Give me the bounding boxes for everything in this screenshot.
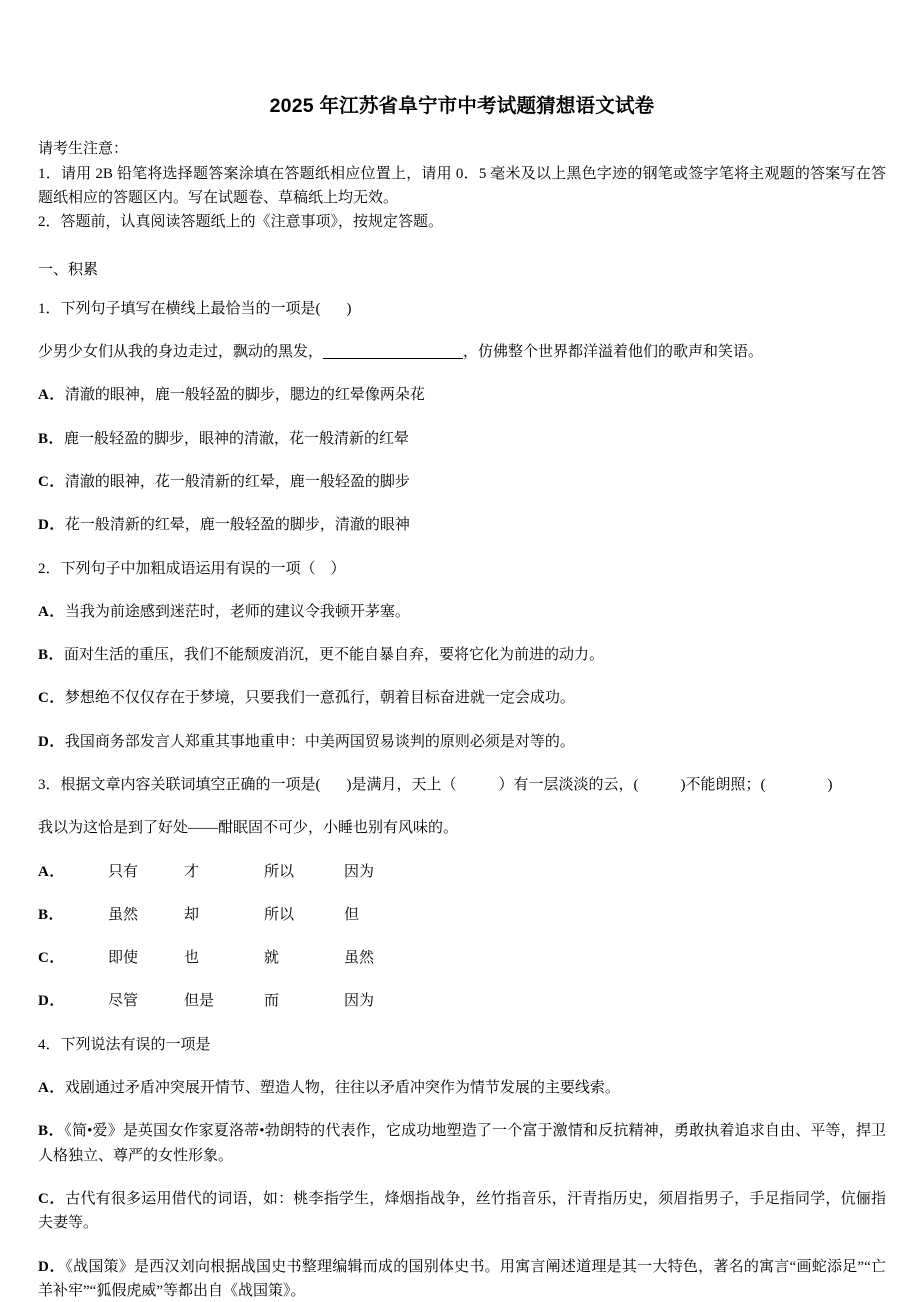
option-label: D． [38, 1258, 66, 1275]
option-cell-2: 才 [184, 863, 200, 880]
option-label: D． [38, 733, 65, 750]
question-1-option-b [38, 427, 886, 451]
question-1-stem-text: 下列句子填写在横线上最恰当的一项是( [60, 300, 321, 317]
spacer [38, 970, 886, 989]
question-1-option-a [38, 383, 886, 407]
fill-in-blank-underline [323, 345, 463, 359]
option-label: B． [38, 647, 65, 664]
option-label: C． [38, 950, 65, 967]
question-3-option-table [38, 860, 886, 1014]
spacer [38, 1014, 886, 1033]
spacer [38, 1168, 886, 1187]
question-2-number: 2． [38, 560, 61, 577]
question-3-stem-part-4: )不能朗照；( [680, 777, 766, 793]
option-text: 《战国策》是西汉刘向根据战国史书整理编辑而成的国别体史书。用寓言阐述道理是其一大特色，著名的寓言“画蛇添足”“亡羊补牢”“狐假虎威”等都出自《战国策》。 [38, 1258, 886, 1299]
question-1-passage-after: ，仿佛整个世界都洋溢着他们的歌声和笑语。 [463, 344, 764, 361]
spacer [38, 408, 886, 427]
option-label: D． [38, 993, 65, 1010]
question-4-option-a [38, 1076, 886, 1100]
spacer [38, 1057, 886, 1076]
question-2-stem-text: 下列句子中加粗成语运用有误的一项（ ） [60, 560, 346, 577]
spacer [38, 1100, 886, 1119]
option-text: 清澈的眼神，花一般清新的红晕，鹿一般轻盈的脚步 [64, 473, 410, 490]
option-cell-1: 尽管 [108, 993, 139, 1010]
question-1-option-c [38, 470, 886, 494]
option-cell-3: 所以 [264, 906, 295, 923]
option-label: B． [38, 430, 65, 447]
option-label: D． [38, 517, 65, 534]
spacer [38, 494, 886, 513]
question-4-option-b [38, 1119, 886, 1168]
question-3-option-a [38, 860, 886, 884]
question-4-option-d [38, 1255, 886, 1302]
question-2-option-b [38, 643, 886, 667]
spacer [38, 797, 886, 816]
question-3-stem-part-1: 根据文章内容关联词填空正确的一项是( [60, 777, 321, 793]
option-text: 《简•爱》是英国女作家夏洛蒂•勃朗特的代表作，它成功地塑造了一个富于激情和反抗精神，勇敢执着追求自由、平等，捍卫人格独立、尊严的女性形象。 [38, 1123, 886, 1164]
question-3-passage: 我以为这恰是到了好处——酣眠固不可少，小睡也别有风味的。 [38, 820, 459, 837]
notice-item-1: 1．请用 2B 铅笔将选择题答案涂填在答题纸相应位置上，请用 0．5 毫米及以上黑色字迹的钢笔或签字笔将主观题的答案写在答题纸相应的答题区内。写在试题卷、草稿纸上均无效。 [38, 165, 886, 206]
spacer [38, 884, 886, 903]
option-text: 我国商务部发言人郑重其事地重申：中美两国贸易谈判的原则必须是对等的。 [64, 733, 575, 750]
spacer [38, 321, 886, 340]
option-cell-2: 也 [184, 950, 200, 967]
document-content [38, 92, 886, 1302]
option-label: C． [38, 690, 65, 707]
spacer [38, 283, 886, 297]
question-1-passage [38, 340, 886, 364]
question-3-option-b [38, 903, 886, 927]
option-cell-1: 只有 [108, 863, 139, 880]
question-1-passage-before: 少男少女们从我的身边走过，飘动的黑发， [38, 344, 324, 361]
question-3-option-d [38, 989, 886, 1013]
option-cell-4: 因为 [344, 993, 375, 1010]
question-2-option-d [38, 730, 886, 754]
option-label: C． [38, 473, 65, 490]
option-label: A． [38, 1080, 65, 1097]
option-text: 花一般清新的红晕，鹿一般轻盈的脚步，清澈的眼神 [64, 517, 410, 534]
question-2-option-c [38, 686, 886, 710]
option-label: A． [38, 387, 65, 404]
spacer [38, 711, 886, 730]
question-3-option-c [38, 946, 886, 970]
spacer [38, 364, 886, 383]
option-cell-4: 虽然 [344, 950, 375, 967]
question-4-option-c [38, 1187, 886, 1236]
option-label: B． [38, 906, 65, 923]
question-2-stem [38, 557, 886, 581]
option-label: B． [38, 1123, 65, 1140]
question-1-stem-tail: ) [346, 300, 352, 317]
option-cell-1: 虽然 [108, 906, 139, 923]
question-2-option-a [38, 600, 886, 624]
question-4-number: 4． [38, 1036, 61, 1053]
option-text: 梦想绝不仅仅存在于梦境，只要我们一意孤行，朝着目标奋进就一定会成功。 [64, 690, 575, 707]
question-1-stem [38, 297, 886, 321]
spacer [38, 1236, 886, 1255]
option-text: 古代有很多运用借代的词语，如：桃李指学生，烽烟指战争，丝竹指音乐，汗青指历史，须眉指男子，手足指同学，伉俪指夫妻等。 [38, 1190, 886, 1232]
spacer [38, 667, 886, 686]
section-heading-accumulation: 一、积累 [38, 262, 99, 279]
spacer [38, 624, 886, 643]
notice-item-2: 2．答题前，认真阅读答题纸上的《注意事项》，按规定答题。 [38, 214, 444, 231]
question-1-option-d [38, 513, 886, 537]
spacer [38, 927, 886, 946]
option-text: 戏剧通过矛盾冲突展开情节、塑造人物，往往以矛盾冲突作为情节发展的主要线索。 [64, 1080, 620, 1097]
spacer [38, 234, 886, 258]
spacer [38, 581, 886, 600]
question-1-number: 1． [38, 300, 61, 317]
option-cell-1: 即使 [108, 950, 139, 967]
option-cell-4: 因为 [344, 863, 375, 880]
spacer [38, 841, 886, 860]
page-title: 2025 年江苏省阜宁市中考试题猜想语文试卷 [269, 95, 655, 117]
question-3-stem [38, 773, 886, 797]
option-cell-3: 而 [264, 993, 280, 1010]
option-cell-4: 但 [344, 906, 360, 923]
option-cell-3: 就 [264, 950, 280, 967]
option-text: 当我为前途感到迷茫时，老师的建议令我顿开茅塞。 [64, 603, 410, 620]
option-label: A． [38, 863, 65, 880]
spacer [38, 451, 886, 470]
notice-heading: 请考生注意： [38, 141, 129, 158]
question-3-number: 3． [38, 777, 61, 793]
option-label: C． [38, 1190, 66, 1207]
option-text: 鹿一般轻盈的脚步，眼神的清澈，花一般清新的红晕 [64, 430, 410, 447]
option-cell-2: 但是 [184, 993, 215, 1010]
spacer [38, 538, 886, 557]
option-cell-2: 却 [184, 906, 200, 923]
option-text: 清澈的眼神，鹿一般轻盈的脚步，腮边的红晕像两朵花 [64, 387, 425, 404]
question-3-stem-part-5: ) [827, 777, 833, 793]
question-4-stem [38, 1033, 886, 1057]
question-3-stem-part-2: )是满月，天上（ [346, 777, 457, 793]
option-cell-3: 所以 [264, 863, 295, 880]
question-4-stem-text: 下列说法有误的一项是 [60, 1036, 211, 1053]
option-label: A． [38, 603, 65, 620]
option-text: 面对生活的重压，我们不能颓废消沉，更不能自暴自弃，要将它化为前进的动力。 [64, 647, 605, 664]
question-3-stem-part-3: ）有一层淡淡的云，( [498, 777, 639, 793]
spacer [38, 754, 886, 773]
